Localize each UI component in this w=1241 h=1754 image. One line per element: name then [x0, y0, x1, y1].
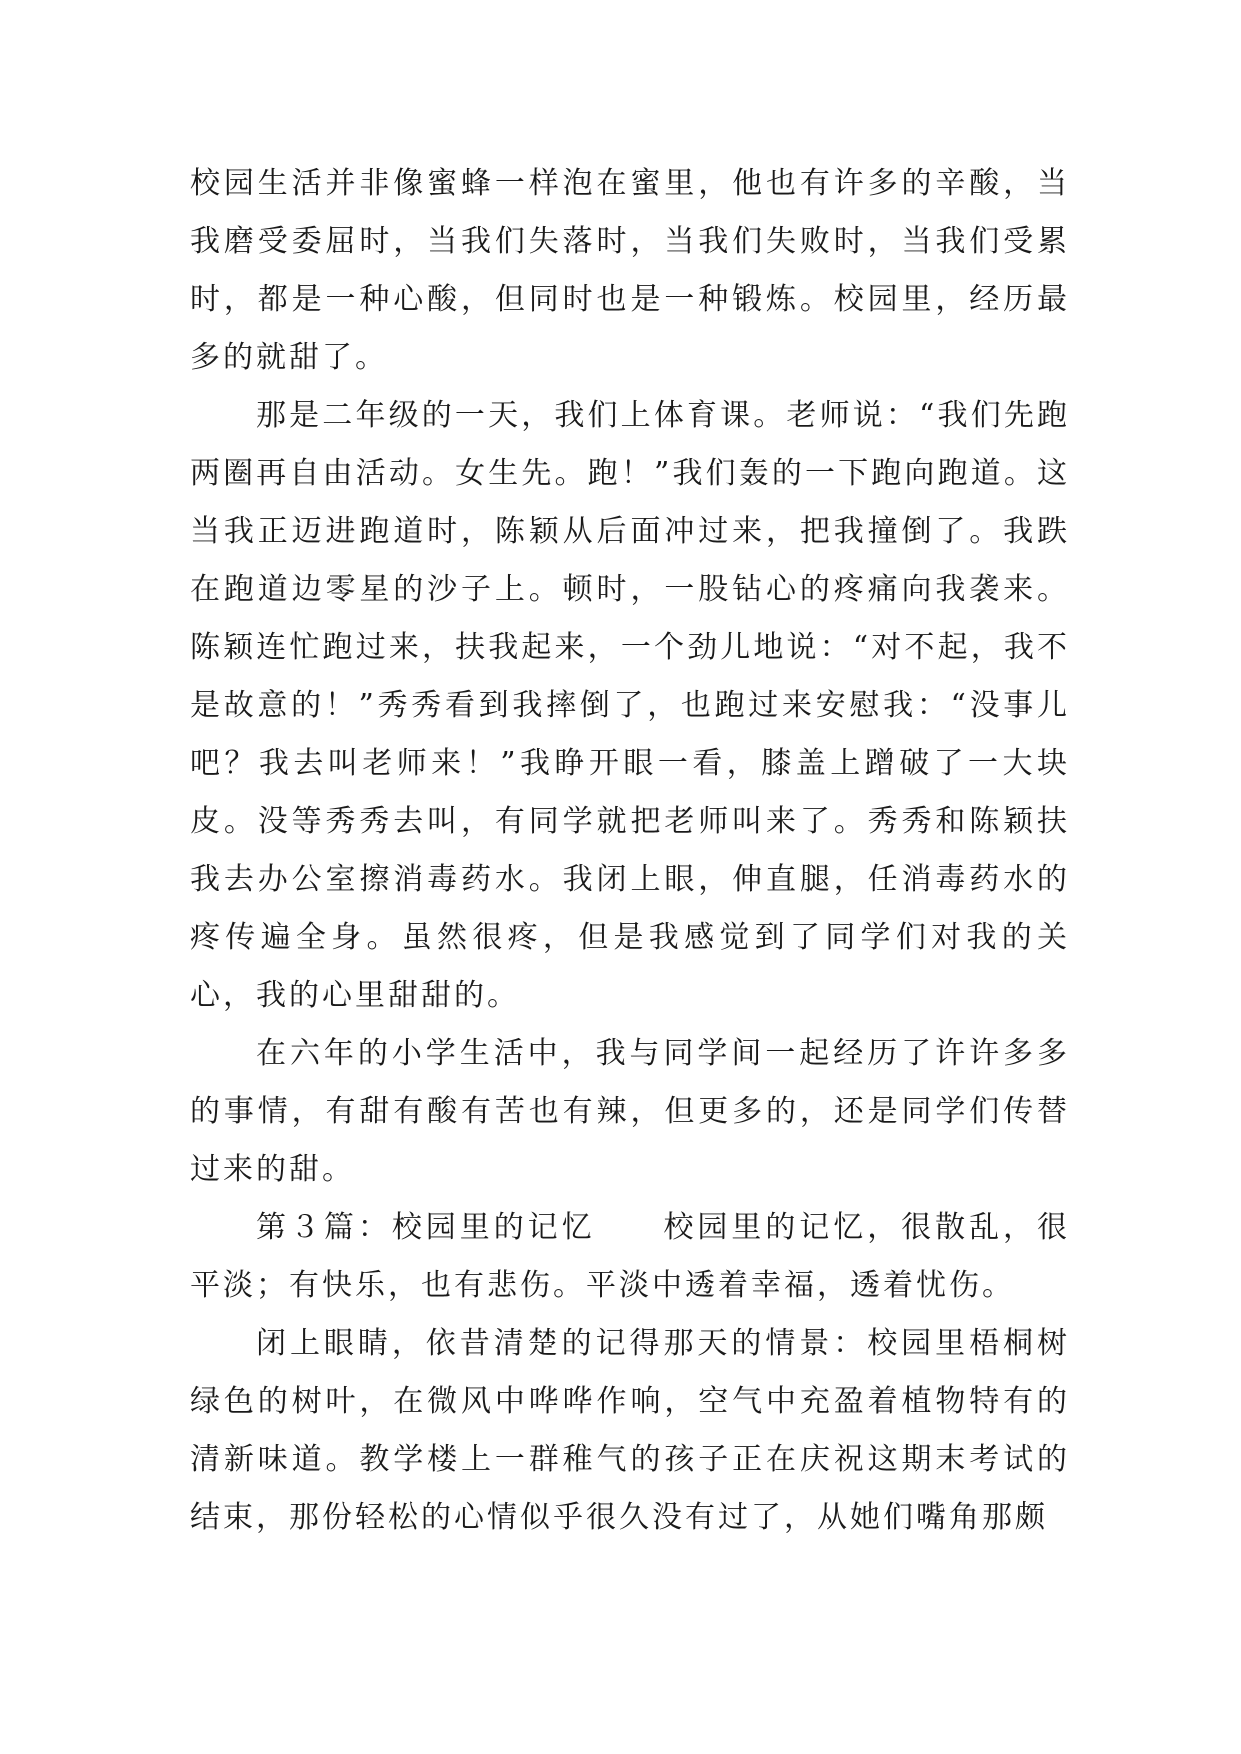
- document-body: [190, 155, 1070, 1547]
- paragraph-1: 校园生活并非像蜜蜂一样泡在蜜里，他也有许多的辛酸，当我磨受委屈时，当我们失落时，当我们失败时，当我们受累时，都是一种心酸，但同时也是一种锻炼。校园里，经历最多的就甜了。: [190, 166, 1070, 375]
- paragraph-4: 第３篇：校园里的记忆 校园里的记忆，很散乱，很平淡；有快乐，也有悲伤。平淡中透着幸福，透着忧伤。: [190, 1210, 1070, 1303]
- paragraph-3: 在六年的小学生活中，我与同学间一起经历了许许多多的事情，有甜有酸有苦也有辣，但更多的，还是同学们传替过来的甜。: [190, 1036, 1070, 1187]
- paragraph-5: 闭上眼睛，依昔清楚的记得那天的情景：校园里梧桐树绿色的树叶，在微风中哗哗作响，空气中充盈着植物特有的清新味道。教学楼上一群稚气的孩子正在庆祝这期末考试的结束，那份轻松的心情似乎很久没有过了，从她们嘴角那颇: [190, 1326, 1070, 1535]
- paragraph-2: 那是二年级的一天，我们上体育课。老师说：“我们先跑两圈再自由活动。女生先。跑！”我们轰的一下跑向跑道。这当我正迈进跑道时，陈颖从后面冲过来，把我撞倒了。我跌在跑道边零星的沙子上。顿时，一股钻心的疼痛向我袭来。陈颖连忙跑过来，扶我起来，一个劲儿地说：“对不起，我不是故意的！”秀秀看到我摔倒了，也跑过来安慰我：“没事儿吧？我去叫老师来！”我睁开眼一看，膝盖上蹭破了一大块皮。没等秀秀去叫，有同学就把老师叫来了。秀秀和陈颖扶我去办公室擦消毒药水。我闭上眼，伸直腿，任消毒药水的疼传遍全身。虽然很疼，但是我感觉到了同学们对我的关心，我的心里甜甜的。: [190, 398, 1070, 1013]
